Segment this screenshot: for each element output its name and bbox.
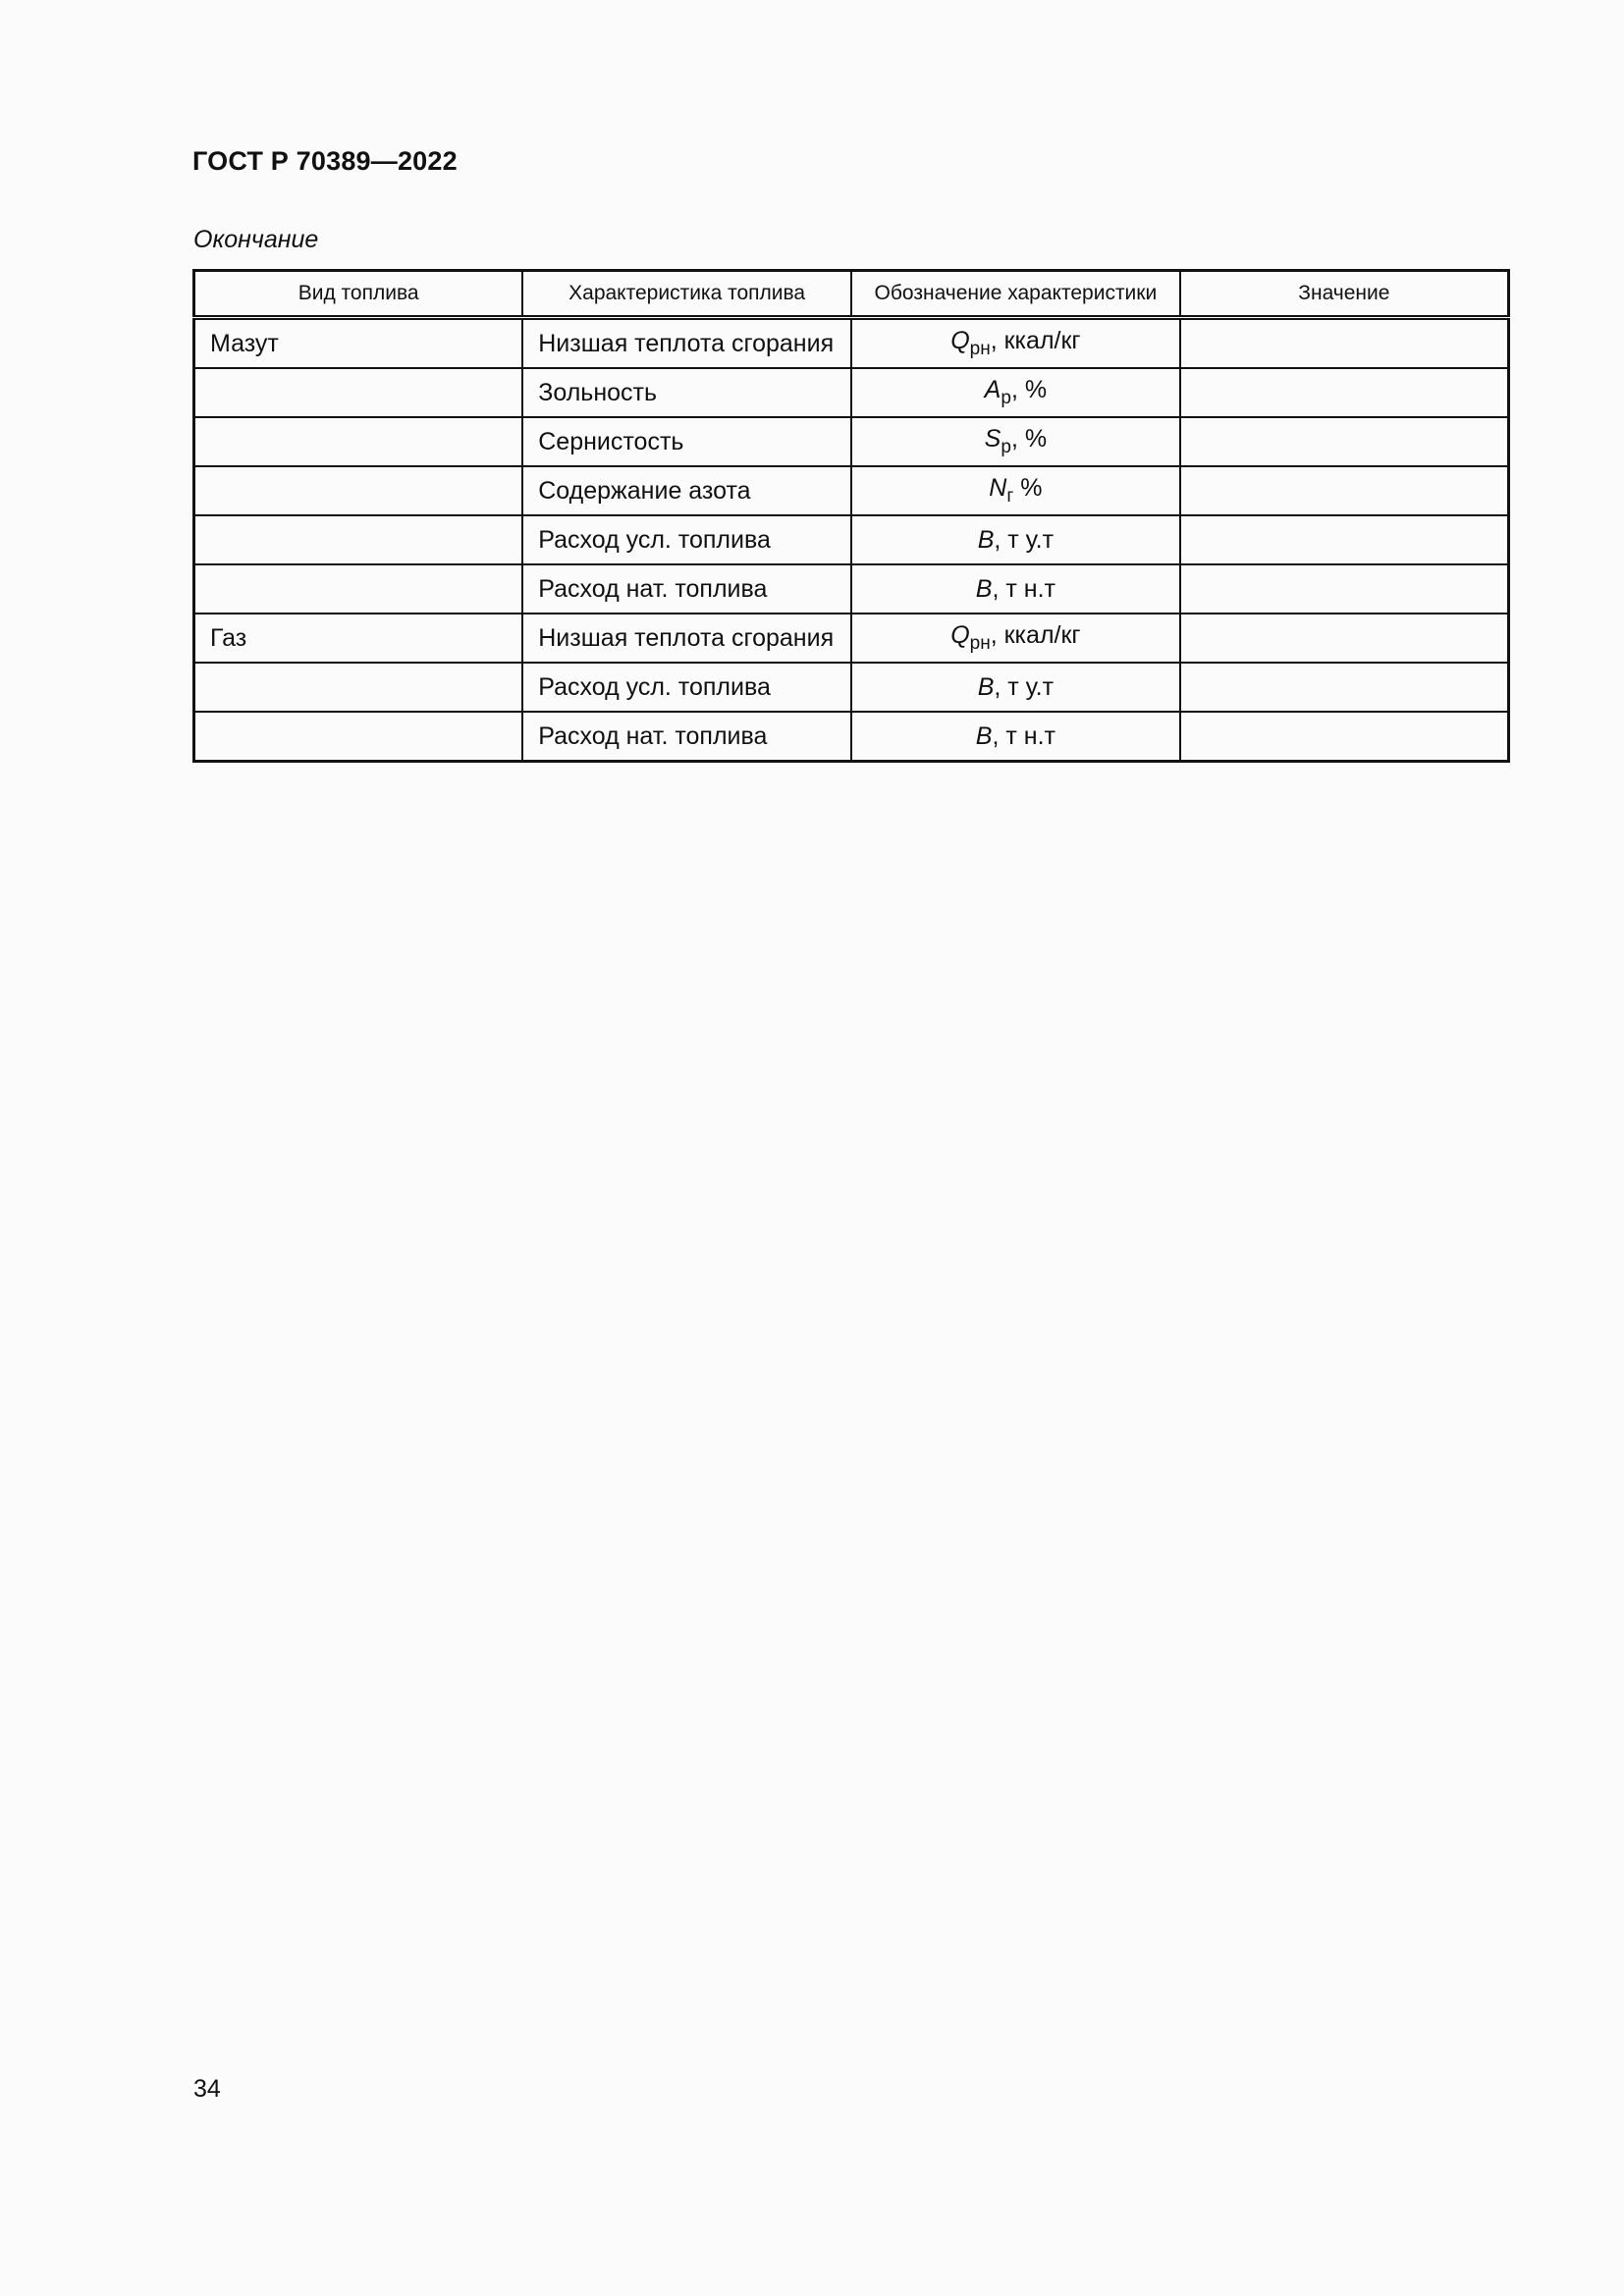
designation-unit: %: [1013, 474, 1043, 502]
page-number: 34: [193, 2075, 221, 2103]
cell-value: [1180, 466, 1509, 515]
cell-characteristic: Расход нат. топлива: [522, 564, 851, 614]
cell-fuel-type: [194, 417, 523, 466]
designation-unit: , т н.т: [992, 574, 1056, 603]
cell-value: [1180, 564, 1509, 614]
table-header-row: [194, 271, 1509, 318]
cell-designation: [851, 368, 1180, 417]
designation-symbol: B: [975, 721, 993, 750]
cell-fuel-type: [194, 663, 523, 712]
table-row: [194, 466, 1509, 515]
table-row: [194, 318, 1509, 369]
cell-characteristic: Низшая теплота сгорания: [522, 318, 851, 369]
cell-characteristic: Расход усл. топлива: [522, 515, 851, 564]
cell-fuel-type: [194, 515, 523, 564]
table-row: [194, 614, 1509, 663]
cell-value: [1180, 614, 1509, 663]
cell-value: [1180, 417, 1509, 466]
cell-fuel-type: [194, 466, 523, 515]
cell-designation: [851, 466, 1180, 515]
cell-characteristic: Содержание азота: [522, 466, 851, 515]
fuel-characteristics-table: [192, 269, 1510, 763]
header-fuel-type: Вид топлива: [194, 271, 523, 318]
table-row: [194, 515, 1509, 564]
cell-fuel-type: [194, 368, 523, 417]
cell-value: [1180, 663, 1509, 712]
designation-unit: , т н.т: [992, 721, 1056, 750]
document-code: ГОСТ Р 70389—2022: [192, 146, 458, 176]
table-row: [194, 564, 1509, 614]
designation-symbol: S: [984, 425, 1001, 453]
cell-fuel-type: [194, 712, 523, 762]
designation-subscript: рн: [969, 339, 991, 359]
cell-value: [1180, 368, 1509, 417]
designation-unit: , ккал/кг: [990, 327, 1081, 354]
table-continuation-caption: Окончание: [193, 226, 319, 253]
table-body: [194, 318, 1509, 762]
table-row: [194, 712, 1509, 762]
designation-symbol: B: [977, 672, 995, 701]
cell-fuel-type: [194, 564, 523, 614]
cell-designation: [851, 318, 1180, 369]
designation-unit: , т у.т: [994, 672, 1055, 701]
cell-designation: [851, 614, 1180, 663]
cell-characteristic: Расход усл. топлива: [522, 663, 851, 712]
designation-symbol: B: [975, 574, 993, 603]
designation-symbol: A: [984, 376, 1001, 403]
designation-symbol: N: [989, 474, 1007, 502]
designation-subscript: р: [1001, 437, 1011, 457]
cell-designation: [851, 564, 1180, 614]
cell-characteristic: Расход нат. топлива: [522, 712, 851, 762]
header-characteristic: Характеристика топлива: [522, 271, 851, 318]
designation-unit: , %: [1010, 376, 1048, 403]
cell-value: [1180, 318, 1509, 369]
table-row: [194, 417, 1509, 466]
designation-subscript: г: [1006, 486, 1014, 507]
cell-designation: [851, 663, 1180, 712]
header-designation: Обозначение характеристики: [851, 271, 1180, 318]
cell-designation: [851, 712, 1180, 762]
cell-value: [1180, 515, 1509, 564]
header-value: Значение: [1180, 271, 1509, 318]
cell-designation: [851, 417, 1180, 466]
cell-value: [1180, 712, 1509, 762]
cell-designation: [851, 515, 1180, 564]
cell-fuel-type: Мазут: [194, 318, 523, 369]
cell-fuel-type: Газ: [194, 614, 523, 663]
cell-characteristic: Низшая теплота сгорания: [522, 614, 851, 663]
designation-subscript: р: [1001, 388, 1011, 408]
cell-characteristic: Сернистость: [522, 417, 851, 466]
designation-symbol: B: [977, 525, 995, 554]
cell-characteristic: Зольность: [522, 368, 851, 417]
designation-unit: , ккал/кг: [990, 621, 1081, 649]
designation-unit: , т у.т: [994, 525, 1055, 554]
designation-unit: , %: [1010, 425, 1048, 453]
designation-symbol: Q: [950, 327, 970, 354]
table-row: [194, 663, 1509, 712]
designation-subscript: рн: [969, 633, 991, 654]
table-row: [194, 368, 1509, 417]
designation-symbol: Q: [950, 621, 970, 649]
